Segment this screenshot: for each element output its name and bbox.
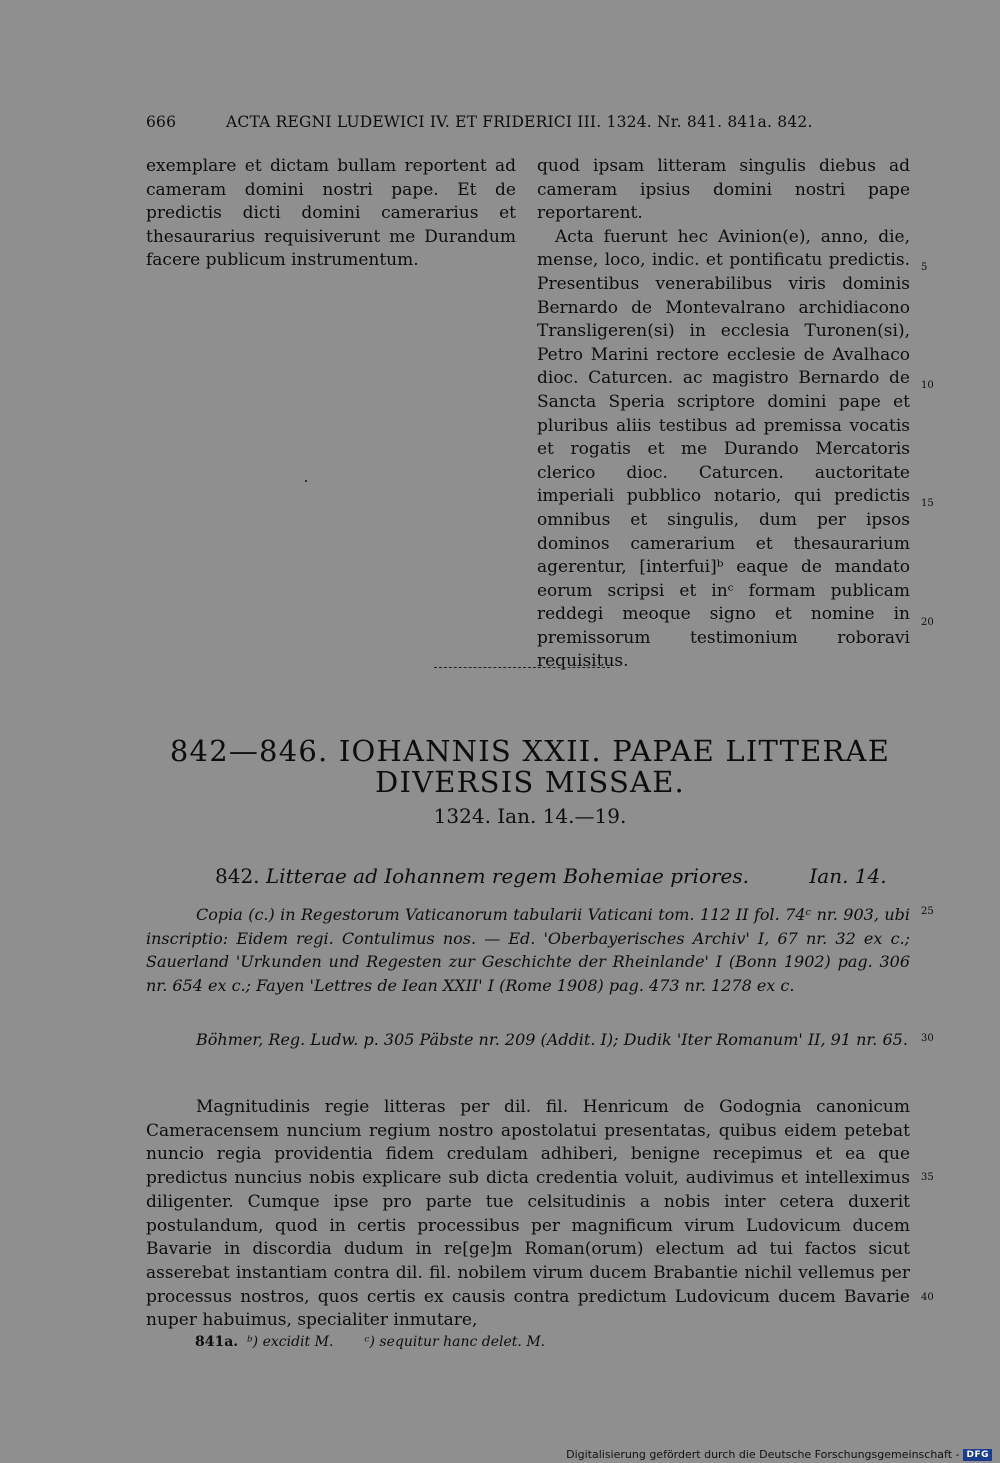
footnotes: [195, 1334, 545, 1350]
right-para-2: Acta fuerunt hec Avinion(e), anno, die, mense, loco, indic. et pontificatu predictis. Presentibus venerabilibus viris dominis Bernardo de Montevalrano archidiacono Transligeren(si) in ecclesia Turonen(si), Petro Marini rectore ecclesie de Avalhaco dioc. Caturcen. ac magistro Bernardo de Sancta Speria scriptore domini pape et pluribus aliis testibus ad premissa vocatis et rogatis et me Durando Mercatoris clerico dioc. Caturcen. auctoritate imperiali pubblico notario, qui predictis omnibus et singulis, dum per ipsos dominos camerarium et thesaurarium agerentur, [interfui]ᵇ eaque de mandato eorum scripsi et inᶜ formam publicam reddegi meoque signo et nomine in premissorum testimonium roboravi requisitus.: [537, 226, 910, 672]
source-note-1: Copia (c.) in Regestorum Vaticanorum tabularii Vaticani tom. 112 II fol. 74ᶜ nr. 903, ubi inscriptio: Eidem regi. Contulimus nos. — Ed. 'Oberbayerisches Archiv' I, 67 nr. 32 ex c.; Sauerland 'Urkunden und Regesten zur Geschichte der Rheinlande' I (Bonn 1902) pag. 306 nr. 654 ex c.; Fayen 'Lettres de Iean XXII' I (Rome 1908) pag. 473 nr. 1278 ex c.: [146, 905, 910, 995]
letter-body: [146, 1096, 910, 1333]
regest-note: [146, 1028, 910, 1052]
source-note-2: Böhmer, Reg. Ludw. p. 305 Päbste nr. 209 (Addit. I); Dudik 'Iter Romanum' II, 91 nr. 65.: [196, 1030, 908, 1049]
line-number: 25: [921, 906, 934, 917]
source-note: [146, 903, 910, 997]
speck: [305, 480, 307, 482]
section-date-range: 1324. Ian. 14.—19.: [433, 804, 627, 828]
line-number: 30: [921, 1033, 934, 1044]
line-number: 20: [921, 617, 934, 628]
page-number: 666: [146, 113, 177, 131]
right-para-1: quod ipsam litteram singulis diebus ad cameram ipsius domini nostri pape reportarent.: [537, 156, 910, 224]
dfg-logo: DFG: [963, 1449, 992, 1461]
document-number: 842.: [215, 864, 260, 888]
line-number: 5: [921, 262, 928, 273]
letter-text: Magnitudinis regie litteras per dil. fil. Henricum de Godognia canonicum Cameracensem nuncium regium nostro apostolatui presentatas, quibus eidem petebat nuncio regia providentia fidem credulam adhiberi, benigne recepimus et ea que predictus nuncius nobis explicare sub dicta credentia voluit, audivimus et intelleximus diligenter. Cumque ipse pro parte tue celsitudinis a nobis inter cetera duxerit postulandum, quod in certis processibus per magnificum virum Ludovicum ducem Bavarie in discordia dudum in re[ge]m Roman(orum) electum ad tui factos sicut asserebat instantiam contra dil. fil. nobilem virum ducem Brabantie nichil vellemus per processus nostros, quos certis ex causis contra predictum Ludovicum ducem Bavarie nuper habuimus, specialiter inmutare,: [146, 1097, 910, 1331]
funding-notice: [566, 1448, 992, 1461]
line-number: 15: [921, 498, 934, 509]
running-title: ACTA REGNI LUDEWICI IV. ET FRIDERICI III. 1324. Nr. 841. 841a. 842.: [226, 113, 813, 131]
document-date: Ian. 14.: [809, 864, 887, 888]
footnote-ref: 841a.: [195, 1334, 239, 1350]
line-number: 10: [921, 380, 934, 391]
running-header: [146, 113, 846, 131]
left-column-text: exemplare et dictam bullam reportent ad cameram domini nostri pape. Et de predictis dicti domini camerarius et thesaurarius requisiverunt me Durandum facere publicum instrumentum.: [146, 156, 516, 271]
right-column: [537, 155, 910, 674]
left-column: [146, 155, 516, 273]
section-title-line-1: 842—846. IOHANNIS XXII. PAPAE LITTERAE: [169, 734, 891, 768]
footnote-c: ᶜ) sequitur hanc delet. M.: [364, 1334, 546, 1350]
document-heading: [215, 864, 887, 888]
line-number: 40: [921, 1292, 934, 1303]
line-number: 35: [921, 1172, 934, 1183]
document-title: Litterae ad Iohannem regem Bohemiae priores.: [265, 864, 750, 888]
footnote-b: ᵇ) excidit M.: [247, 1334, 334, 1350]
section-title-line-2: DIVERSIS MISSAE.: [375, 765, 685, 799]
section-divider: [434, 667, 610, 668]
funding-text: Digitalisierung gefördert durch die Deutsche Forschungsgemeinschaft -: [566, 1448, 960, 1461]
